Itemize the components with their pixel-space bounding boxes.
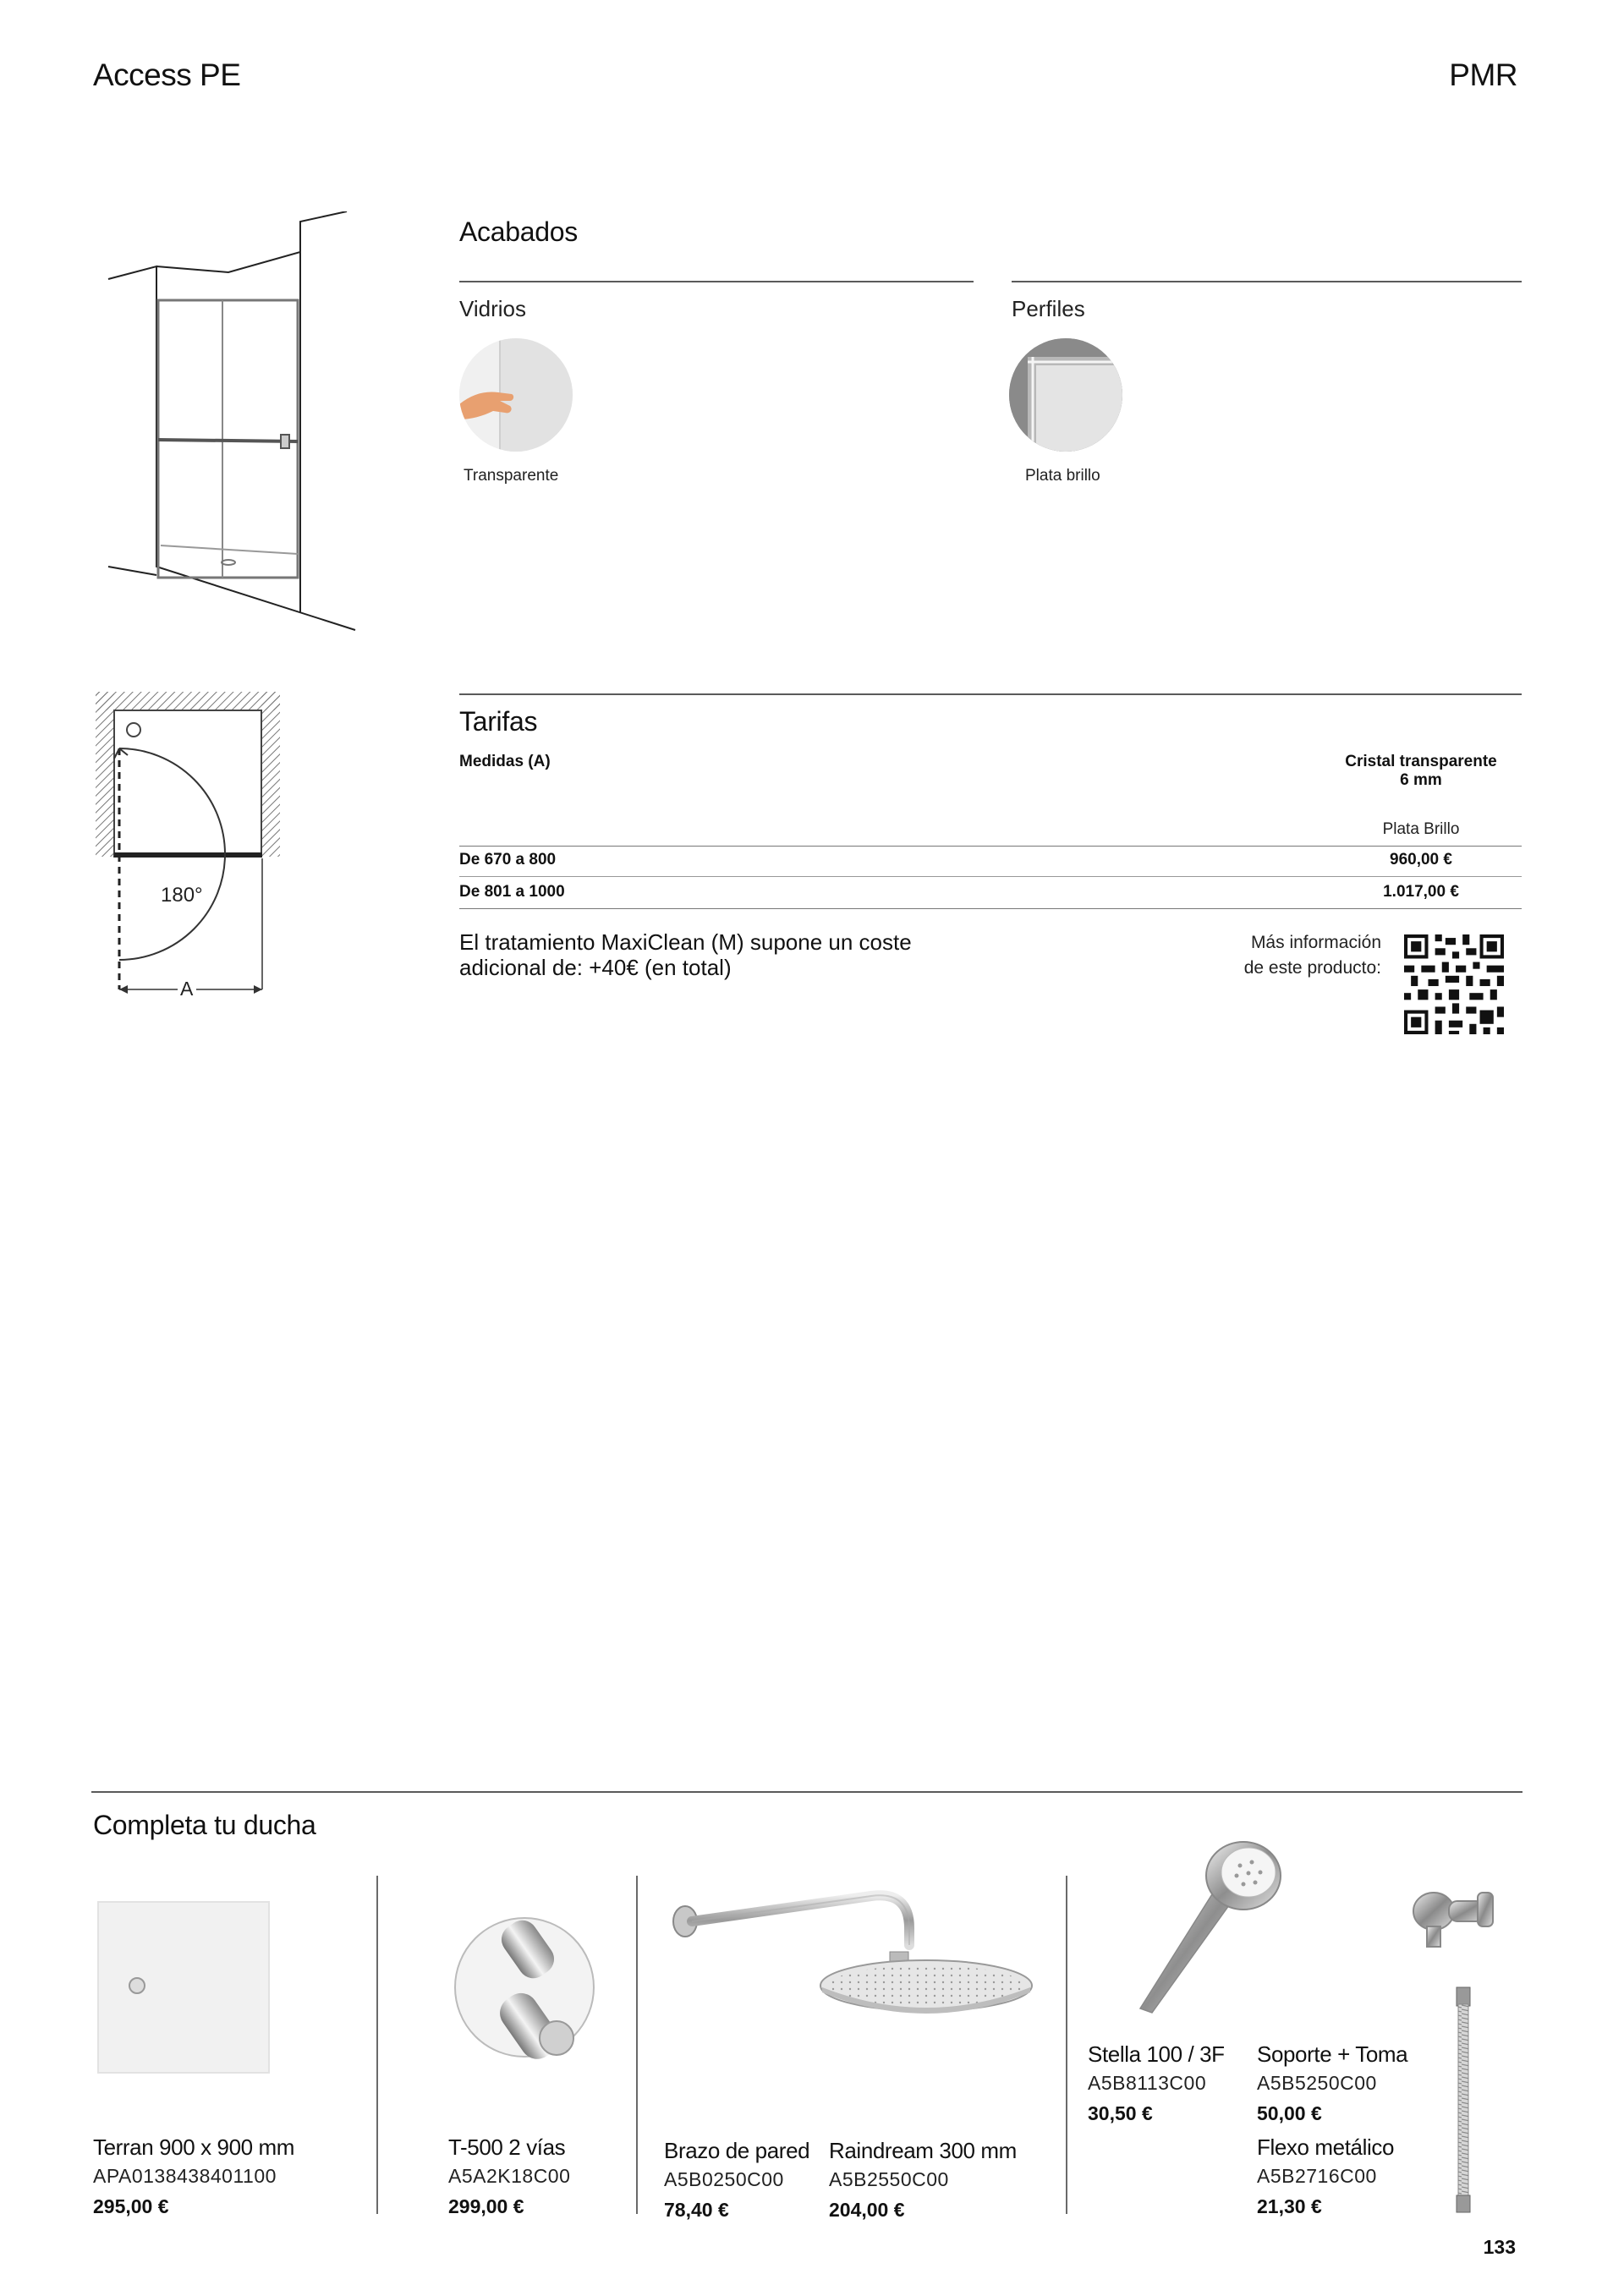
product-price-raindream: 204,00 € [829,2199,905,2221]
tariffs-header-rule [459,846,1522,847]
product-name-stella: Stella 100 / 3F [1088,2041,1225,2067]
col-measure-header: Medidas (A) [459,753,551,770]
row2-measure: De 801 a 1000 [459,883,565,901]
product-price-flexo: 21,30 € [1257,2195,1322,2217]
complete-top-rule [91,1791,1522,1793]
glass-finish-label: Transparente [464,467,559,485]
product-code-terran: APA0138438401100 [93,2165,277,2187]
more-info-text [1201,930,1381,981]
row2-price: 1.017,00 € [1383,883,1459,901]
product-code-raindream: A5B2550C00 [829,2168,949,2190]
shower-tray-image [95,1899,272,2076]
finishes-title: Acabados [459,216,578,247]
row1-price: 960,00 € [1390,851,1452,869]
product-code-soporte: A5B5250C00 [1257,2072,1377,2094]
shower-enclosure-drawing [102,211,364,634]
maxiclean-note [459,929,912,980]
product-name-arm: Brazo de pared [664,2138,810,2163]
page-number: 133 [1483,2236,1516,2258]
column-divider-1 [376,1876,378,2214]
row1-measure: De 670 a 800 [459,851,557,869]
wall-arm-and-rainhead-image [668,1877,1040,2030]
tariffs-top-rule [459,693,1522,695]
thermostatic-valve-image [448,1903,601,2072]
glass-heading: Vidrios [459,296,527,321]
product-code-flexo: A5B2716C00 [1257,2165,1377,2187]
col-glass-header-line1: Cristal transparente [1345,753,1497,770]
transparent-glass-swatch [459,338,573,452]
finishes-glass-rule [459,281,974,282]
more-info-line1: Más información [1250,933,1381,952]
finishes-profiles-rule [1012,281,1522,282]
silver-profile-swatch [1009,338,1122,452]
category-label: PMR [1449,58,1517,92]
column-divider-2 [636,1876,638,2214]
col-glass-header-line2: 6 mm [1400,771,1442,789]
wall-bracket-outlet-image [1408,1869,1510,1954]
col-finish-header: Plata Brillo [1382,820,1460,838]
product-name-flexo: Flexo metálico [1257,2134,1395,2160]
product-name-t500: T-500 2 vías [448,2134,566,2160]
tariffs-row-rule [459,876,1522,877]
product-price-soporte: 50,00 € [1257,2102,1322,2124]
product-code-stella: A5B8113C00 [1088,2072,1207,2094]
maxiclean-note-line2: adicional de: +40€ (en total) [459,955,732,980]
product-name-raindream: Raindream 300 mm [829,2138,1017,2163]
metal-hose-image [1438,1979,1489,2216]
tariffs-bottom-rule [459,908,1522,909]
qr-code-icon[interactable] [1404,934,1504,1034]
profile-finish-label: Plata brillo [1025,467,1100,485]
more-info-line2: de este producto: [1243,958,1381,978]
profile-corner-icon [1009,338,1122,452]
product-title: Access PE [93,58,241,92]
column-divider-3 [1066,1876,1067,2214]
complete-title: Completa tu ducha [93,1810,316,1840]
dimension-label: A [180,978,194,1000]
col-glass-header [1303,753,1539,790]
hand-shower-image [1116,1835,1286,2021]
hand-on-glass-icon [459,338,573,452]
product-name-terran: Terran 900 x 900 mm [93,2134,295,2160]
tariffs-title: Tarifas [459,706,538,737]
product-price-stella: 30,50 € [1088,2102,1153,2124]
product-price-arm: 78,40 € [664,2199,729,2221]
angle-label: 180° [161,884,203,907]
product-code-t500: A5A2K18C00 [448,2165,571,2187]
product-code-arm: A5B0250C00 [664,2168,784,2190]
profiles-heading: Perfiles [1012,296,1085,321]
product-price-t500: 299,00 € [448,2195,524,2217]
plan-diagram [93,689,288,1011]
product-price-terran: 295,00 € [93,2195,169,2217]
maxiclean-note-line1: El tratamiento MaxiClean (M) supone un coste [459,929,912,955]
product-name-soporte: Soporte + Toma [1257,2041,1408,2067]
